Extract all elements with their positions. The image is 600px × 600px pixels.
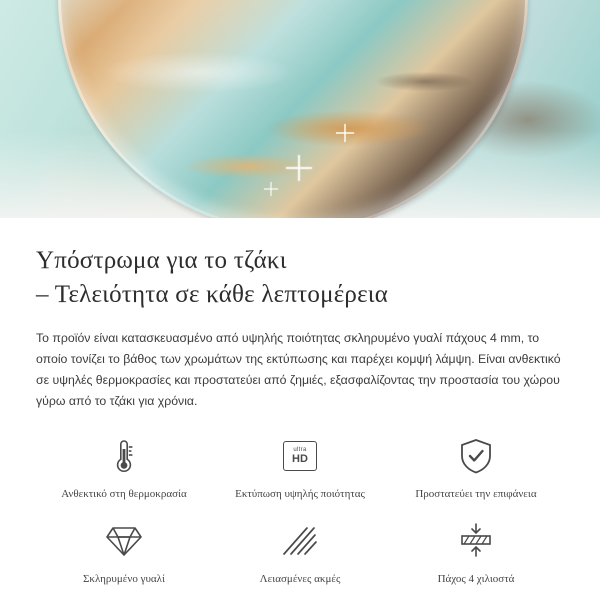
feature-grid — [36, 434, 564, 586]
feature-label: Προστατεύει την επιφάνεια — [415, 488, 537, 500]
feature-item — [388, 519, 564, 586]
feature-label: Εκτύπωση υψηλής ποιότητας — [235, 488, 365, 500]
ultra-hd-badge-bottom: HD — [292, 453, 308, 465]
feature-label: Ανθεκτικό στη θερμοκρασία — [61, 488, 187, 500]
ultra-hd-badge-top: ultra — [293, 447, 307, 453]
description-paragraph: Το προϊόν είναι κατασκευασμένο από υψηλής ποιότητας σκληρυμένο γυαλί πάχους 4 mm, το οποίο τονίζει το βάθος των χρωμάτων της εκτύπωσης και παρέχει κομψή λάμψη. Είναι ανθεκτικό σε υψηλές θερμοκρασίες και προστατεύει από ζημιές, εξασφαλίζοντας την προστασία του χώρου γύρω από το τζάκι για χρόνια. — [36, 331, 561, 408]
page-title — [36, 244, 564, 312]
feature-label: Λειασμένες ακμές — [259, 573, 341, 585]
thickness-arrows-icon — [456, 519, 496, 563]
feature-item — [36, 519, 212, 586]
page-title-line1: Υπόστρωμα για το τζάκι — [36, 247, 287, 274]
feature-item — [212, 434, 388, 501]
shield-check-icon — [459, 434, 493, 478]
hero-image — [0, 0, 600, 218]
page-title-line2: – Τελειότητα σε κάθε λεπτομέρεια — [36, 281, 389, 308]
feature-label: Σκληρυμένο γυαλί — [83, 573, 165, 585]
feature-item — [388, 434, 564, 501]
diamond-icon — [105, 519, 143, 563]
feature-item — [36, 434, 212, 501]
polished-edges-icon — [281, 519, 319, 563]
ultra-hd-icon — [283, 434, 317, 478]
feature-label: Πάχος 4 χιλιοστά — [437, 573, 515, 585]
feature-item — [212, 519, 388, 586]
content-area — [0, 218, 600, 586]
thermometer-icon — [111, 434, 137, 478]
